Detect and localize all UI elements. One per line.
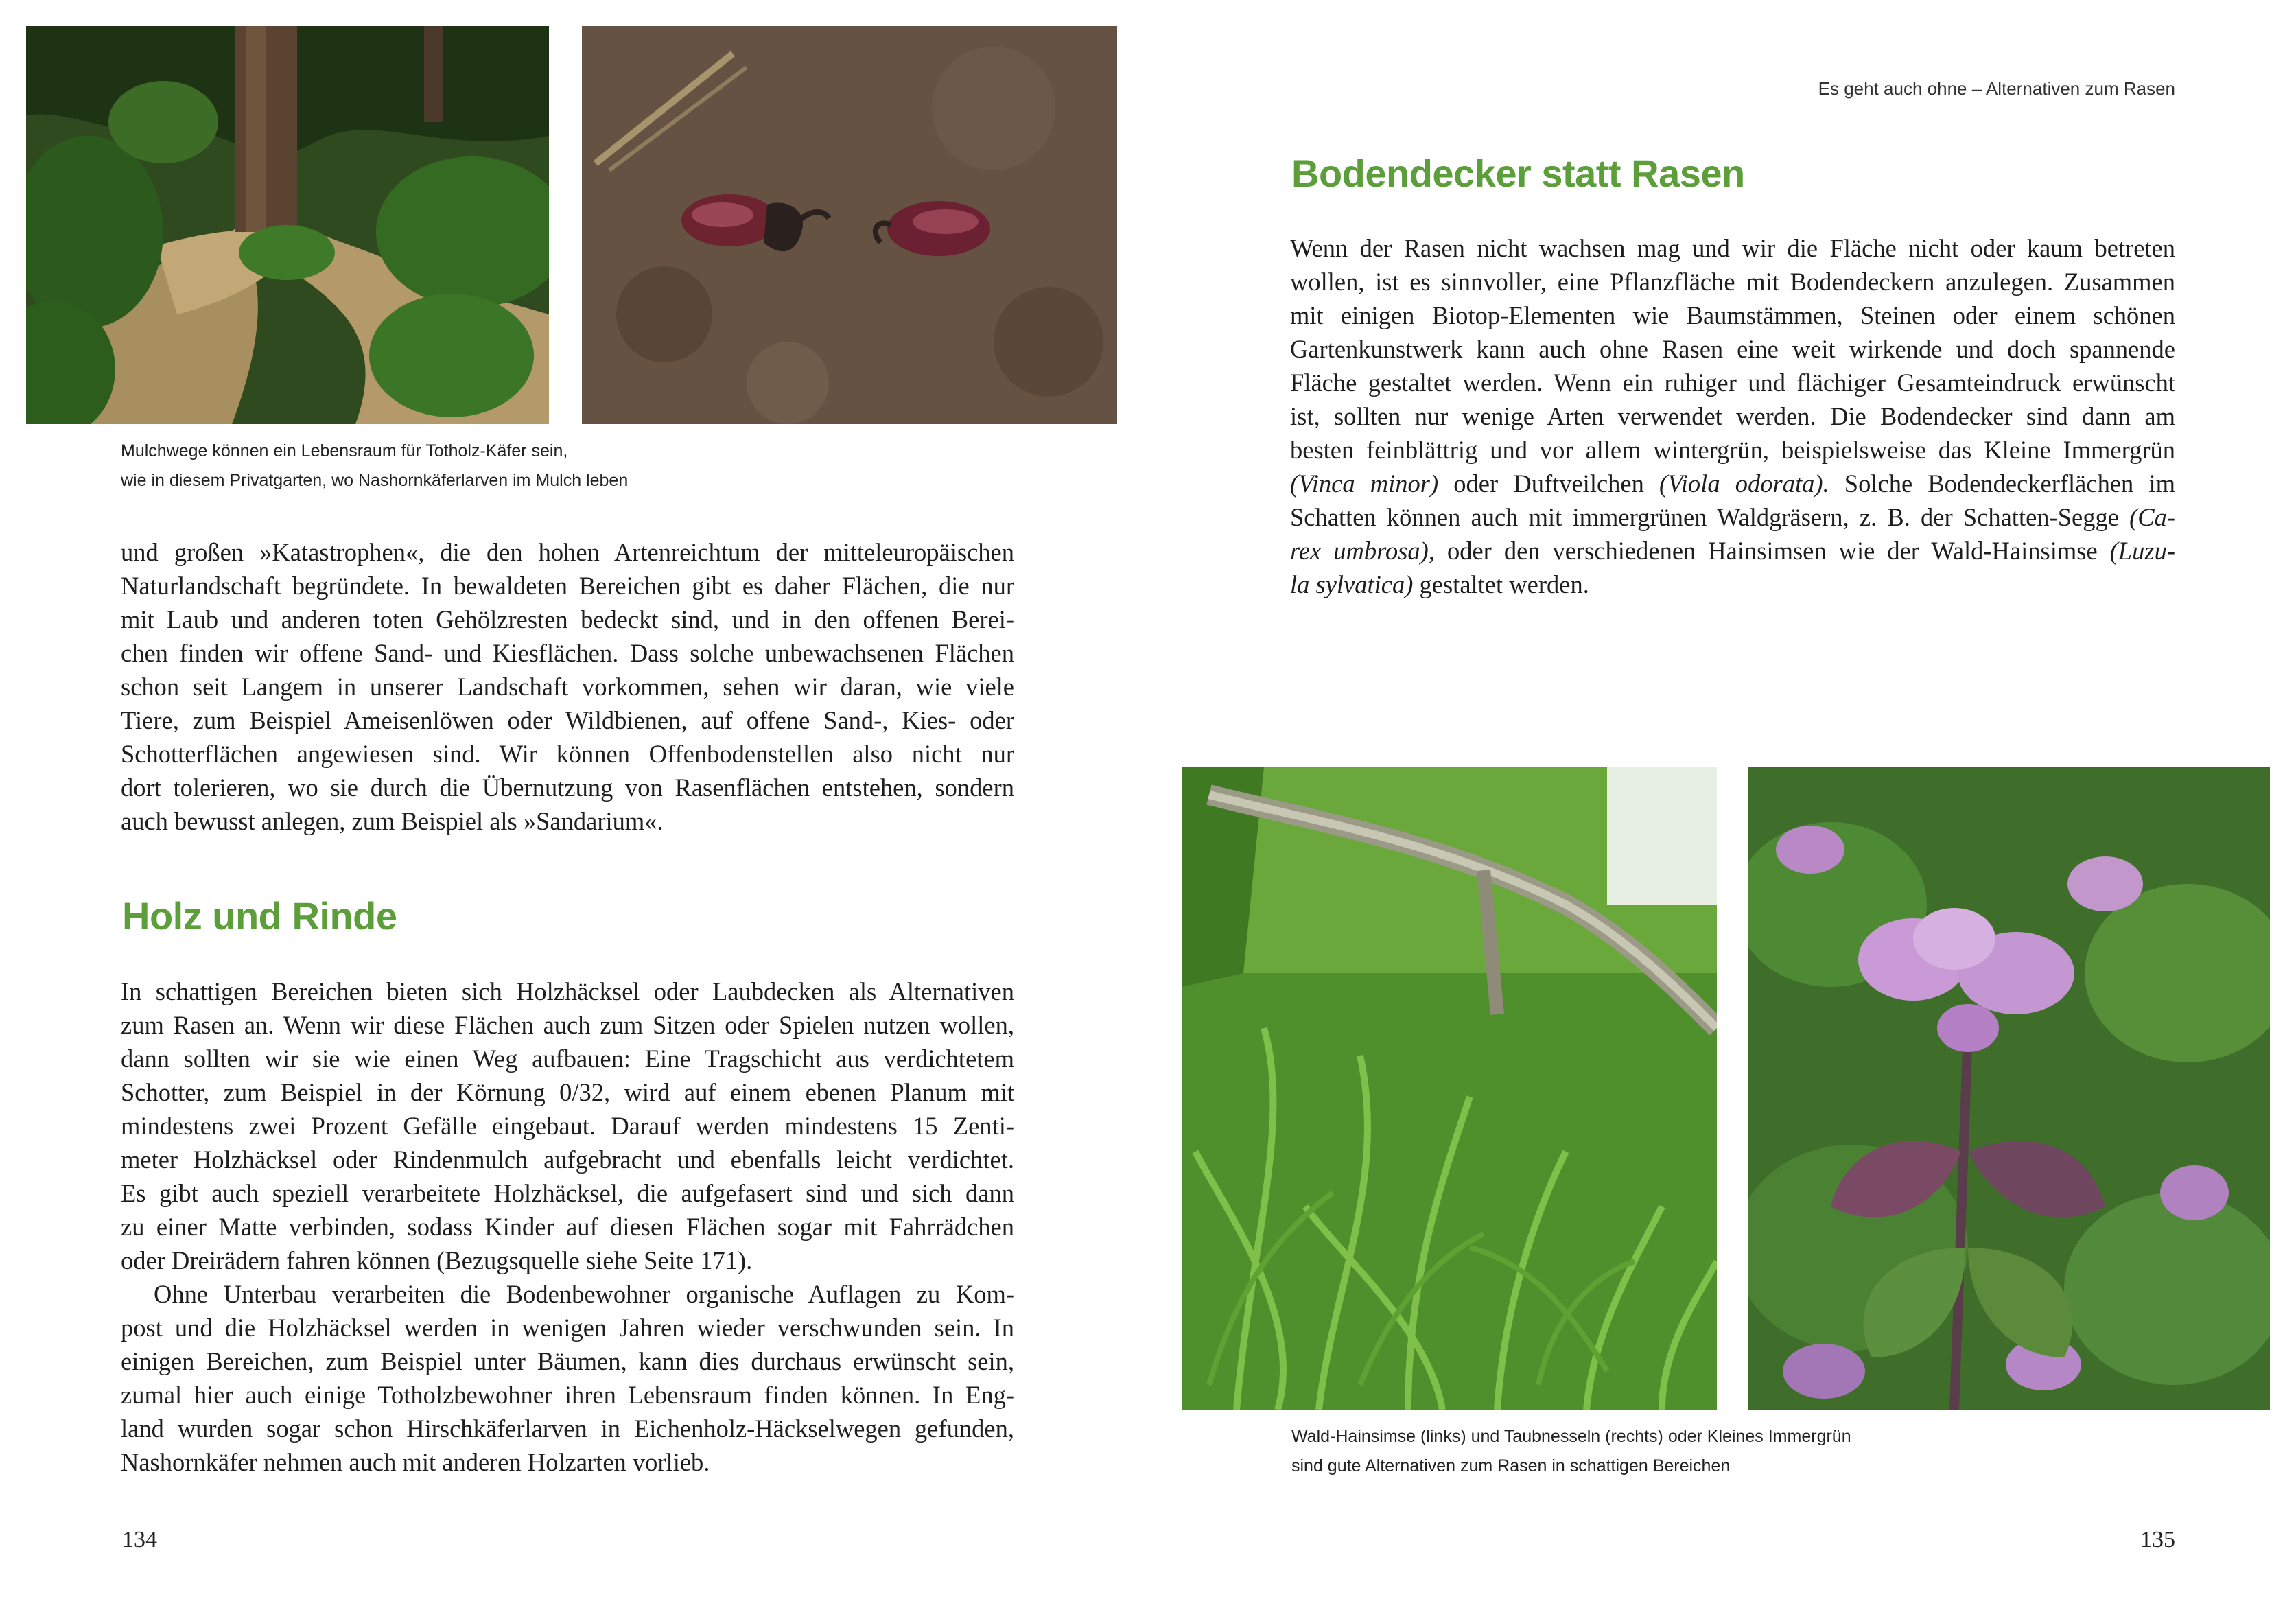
text-line: Naturlandschaft begründete. In bewaldeten Bereichen gibt es daher Flächen, die nur	[121, 572, 1014, 600]
mulch-path-photo	[26, 26, 549, 424]
text-run: Schatten können auch mit immergrünen Waldgräsern, z. B. der Schatten-Segge	[1290, 503, 2130, 531]
text-run: oder Duftveilchen	[1438, 469, 1660, 498]
text-line: zumal hier auch einige Totholzbewohner ihren Lebensraum finden können. In Eng-	[121, 1381, 1014, 1409]
wood-rush-photo	[1182, 767, 1717, 1410]
text-line: und großen »Katastrophen«, die den hohen Artenreichtum der mitteleuropäischen	[121, 538, 1014, 566]
text-line: Gartenkunstwerk kann auch ohne Rasen eine weit wirkende und doch spannende	[1290, 335, 2175, 363]
text-line	[1290, 568, 2175, 601]
text-line: chen finden wir offene Sand- und Kiesflächen. Dass solche unbewachsenen Flächen	[121, 639, 1014, 667]
text-line: Fläche gestaltet werden. Wenn ein ruhiger und flächiger Gesamteindruck erwünscht	[1290, 369, 2175, 397]
rhinoceros-beetles-photo	[582, 26, 1117, 424]
text-line: Nashornkäfer nehmen auch mit anderen Holzarten vorlieb.	[121, 1448, 710, 1476]
species-name: (Ca-	[2129, 503, 2175, 531]
text-line: ist, sollten nur wenige Arten verwendet werden. Die Bodendecker sind dann am	[1290, 402, 2175, 430]
text-line: mindestens zwei Prozent Gefälle eingebaut. Darauf werden mindestens 15 Zenti-	[121, 1112, 1014, 1140]
caption-bottom-line: Wald-Hainsimse (links) und Taubnesseln (rechts) oder Kleines Immergrün	[1291, 1427, 1851, 1446]
text-line: dort tolerieren, wo sie durch die Übernutzung von Rasenflächen entstehen, sondern	[121, 773, 1014, 802]
running-head: Es geht auch ohne – Alternativen zum Rasen	[1818, 78, 2175, 99]
species-name: (Viola odorata).	[1659, 469, 1829, 498]
caption-top-line: wie in diesem Privatgarten, wo Nashornkäferlarven im Mulch leben	[121, 471, 629, 490]
text-line: mit Laub und anderen toten Gehölzresten bedeckt sind, und in den offenen Berei-	[121, 605, 1014, 633]
caption-top-line: Mulchwege können ein Lebensraum für Totholz-Käfer sein,	[121, 441, 568, 460]
text-run: Solche Bodendeckerflächen im	[1829, 469, 2175, 498]
text-line: oder Dreirädern fahren können (Bezugsquelle siehe Seite 171).	[121, 1246, 753, 1274]
text-line: zu einer Matte verbinden, sodass Kinder auf diesen Flächen sogar mit Fahrrädchen	[121, 1213, 1014, 1241]
text-run: gestaltet werden.	[1413, 570, 1589, 598]
text-line: Tiere, zum Beispiel Ameisenlöwen oder Wildbienen, auf offene Sand-, Kies- oder	[121, 706, 1014, 734]
text-line: schon seit Langem in unserer Landschaft vorkommen, sehen wir daran, wie viele	[121, 673, 1014, 701]
paragraph-bodendecker	[1290, 231, 2175, 601]
text-line: Wenn der Rasen nicht wachsen mag und wir die Fläche nicht oder kaum betreten	[1290, 234, 2175, 262]
text-line: zum Rasen an. Wenn wir diese Flächen auch zum Sitzen oder Spielen nutzen wollen,	[121, 1011, 1014, 1039]
page-number-left: 134	[122, 1527, 157, 1552]
species-name: (Luzu-	[2109, 537, 2175, 565]
text-run: oder den verschiedenen Hainsimsen wie der Wald-Hainsimse	[1434, 537, 2110, 565]
text-line: post und die Holzhäcksel werden in wenigen Jahren wieder verschwunden sein. In	[121, 1314, 1014, 1342]
species-name: la sylvatica)	[1290, 570, 1414, 598]
text-line: einigen Bereichen, zum Beispiel unter Bäumen, kann dies durchaus erwünscht sein,	[121, 1347, 1014, 1375]
text-line: Schotter, zum Beispiel in der Körnung 0/32, wird auf einem ebenen Planum mit	[121, 1078, 1014, 1106]
text-line: auch bewusst anlegen, zum Beispiel als »Sandarium«.	[121, 807, 664, 835]
text-line: wollen, ist es sinnvoller, eine Pflanzfläche mit Bodendeckern anzulegen. Zusammen	[1290, 268, 2175, 296]
text-line: Schotterflächen angewiesen sind. Wir können Offenbodenstellen also nicht nur	[121, 740, 1014, 768]
text-line: Ohne Unterbau verarbeiten die Bodenbewohner organische Auflagen zu Kom-	[154, 1280, 1014, 1308]
dead-nettle-photo	[1748, 767, 2270, 1410]
paragraph-holz	[121, 975, 1014, 1277]
text-line	[1290, 467, 2175, 500]
heading-holz-und-rinde: Holz und Rinde	[122, 894, 397, 937]
page-number-right: 135	[2140, 1527, 2175, 1552]
heading-bodendecker: Bodendecker statt Rasen	[1291, 152, 1745, 195]
text-line: dann sollten wir sie wie einen Weg aufbauen: Eine Tragschicht aus verdichtetem	[121, 1045, 1014, 1073]
text-line: mit einigen Biotop-Elementen wie Baumstämmen, Steinen oder einem schönen	[1290, 301, 2175, 329]
text-line	[1290, 500, 2175, 534]
paragraph-unterbau	[121, 1277, 1014, 1479]
text-line: In schattigen Bereichen bieten sich Holzhäcksel oder Laubdecken als Alternativen	[121, 977, 1014, 1005]
caption-bottom-line: sind gute Alternativen zum Rasen in schattigen Bereichen	[1291, 1456, 1731, 1476]
caption-top	[121, 436, 628, 495]
paragraph-continued	[121, 535, 1014, 838]
species-name: rex umbrosa),	[1290, 537, 1435, 565]
text-line: land wurden sogar schon Hirschkäferlarven in Eichenholz-Häckselwegen gefunden,	[121, 1414, 1014, 1443]
caption-bottom	[1291, 1422, 1851, 1481]
species-name: (Vinca minor)	[1290, 469, 1439, 498]
text-line: besten feinblättrig und vor allem wintergrün, beispielsweise das Kleine Immergrün	[1290, 436, 2175, 464]
text-line: meter Holzhäcksel oder Rindenmulch aufgebracht und ebenfalls leicht verdichtet.	[121, 1145, 1014, 1174]
text-line	[1290, 534, 2175, 568]
text-line: Es gibt auch speziell verarbeitete Holzhäcksel, die aufgefasert sind und sich dann	[121, 1179, 1014, 1207]
